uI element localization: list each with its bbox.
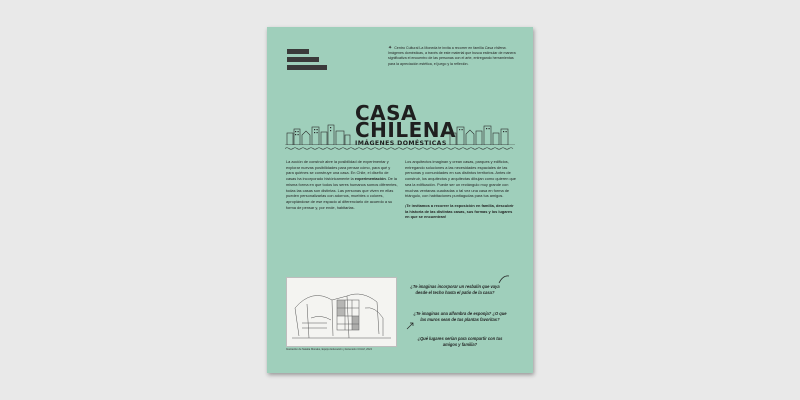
intro-text bbox=[388, 46, 516, 67]
logo-bar bbox=[287, 65, 327, 70]
question-1: ¿Te imaginas incorporar un resbalín que vaya desde el techo hasta el patio de la casa? bbox=[410, 284, 500, 295]
intro-text-part: . Imágenes domésticas, a través de este material que busca estimular de manera significativa el encuentro de las personas con el arte, entregando herramientas para la apreciación estética, el juego y la reflexión. bbox=[388, 46, 516, 66]
logo bbox=[287, 49, 327, 73]
bold-term: experimentación bbox=[354, 176, 386, 182]
logo-bar bbox=[287, 57, 319, 62]
document-page bbox=[267, 27, 533, 373]
wavy-divider bbox=[285, 147, 515, 150]
left-column-text bbox=[286, 159, 398, 210]
intro-text-emphasis: Casa chilena bbox=[484, 46, 506, 50]
question-3: ¿Qué lugares serían para compartir con tus amigos y familia? bbox=[417, 336, 503, 347]
text-run: La acción de construir abre la posibilidad de experimentar y explorar nuevas posibilidades para pensar cómo, para qué y para quiénes se construye una casa. En Chile, el diseño de casas ha incorporado históricamente la bbox=[286, 159, 391, 182]
intro-text-part: Centro Cultural La Moneda te invita a recorrer en familia bbox=[394, 46, 485, 50]
logo-bar bbox=[287, 49, 309, 54]
title-line-2: CHILENA bbox=[355, 118, 456, 142]
right-paragraph: Los arquitectos imaginan y crean casas, parques y edificios, entregando soluciones a las necesidades espaciales de las personas y comunidades en sus distintos territorios. Antes de construir, los arquitectos y arquitectas dibujan como quieren que sea la edificación. Puede ser un rectángulo muy grande con muchas ventanas cuadradas o tal vez una casa en forma de triángulo, con habitaciones puntiagudas para tus amigos. bbox=[405, 159, 516, 199]
title-line-1: CASA bbox=[355, 101, 418, 125]
text-run: . De la misma forma en que todos los seres humanos somos diferentes, todas las casas son distintas. Las personas que viven en ellas pueden personalizarlas con adornos, muebles o colores, apropiándose de ese espacio al diferenciarlo de acuerdo a su forma de pensar y, por ende, habitarlas. bbox=[286, 176, 398, 210]
right-column-text bbox=[405, 159, 517, 220]
subtitle: IMÁGENES DOMÉSTICAS bbox=[355, 140, 447, 147]
invitation-text: ¡Te invitamos a recorrer la exposición en familia, descubrir la historia de las distintas casas, sus formas y los lugares en que se encuentran! bbox=[405, 202, 514, 220]
illustration-caption: Ilustración de Natalia Morales, Equipo Educación y Extensión CCLM, 2024 bbox=[286, 348, 372, 351]
doodle-icon bbox=[405, 321, 415, 331]
house-sketch-illustration bbox=[286, 277, 397, 347]
question-2: ¿Te imaginas una alfombra de esponja? ¿O que las muros sean de tus plantas favoritas? bbox=[413, 311, 507, 322]
sparkle-icon: ✦ bbox=[388, 45, 393, 51]
skyline-illustration bbox=[285, 118, 515, 145]
left-paragraph bbox=[286, 159, 398, 210]
